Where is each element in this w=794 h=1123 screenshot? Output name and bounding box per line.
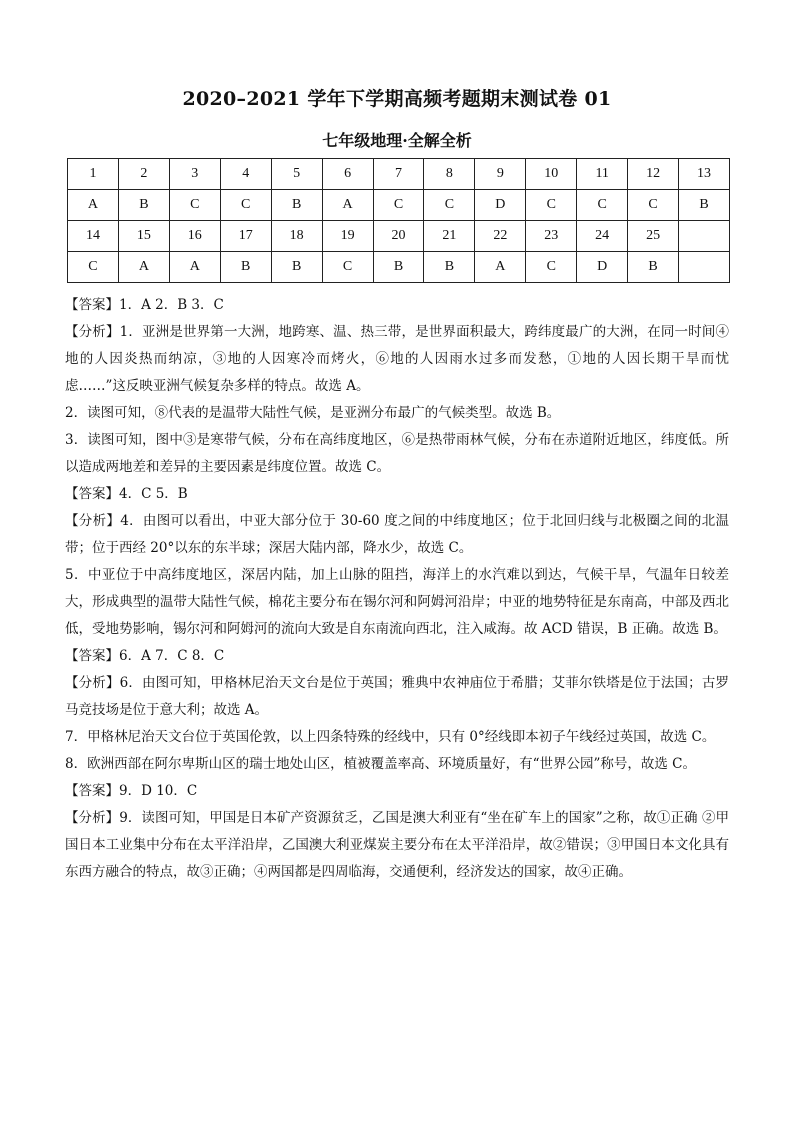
- table-cell: A: [475, 252, 526, 283]
- answer-line-6-8: 【答案】6．A 7．C 8．C: [65, 648, 225, 664]
- table-cell: C: [577, 190, 628, 221]
- table-cell: A: [118, 252, 169, 283]
- table-cell: A: [169, 252, 220, 283]
- table-cell: A: [322, 190, 373, 221]
- table-cell: 21: [424, 221, 475, 252]
- table-cell: 5: [271, 159, 322, 190]
- page-subtitle: 七年级地理·全解全析: [322, 131, 472, 150]
- answer-table: [67, 158, 730, 283]
- table-cell: B: [679, 190, 730, 221]
- analysis-q9: 【分析】9．读图可知，甲国是日本矿产资源贫乏，乙国是澳大利亚有“坐在矿车上的国家”之称，故①正确 ②甲国日本工业集中分布在太平洋沿岸，乙国澳大利亚煤炭主要分布在太平洋沿岸，故②错误；③甲国日本文化具有东西方融合的特点，故③正确；④两国都是四周临海，交通便利，经济发达的国家，故④正确。: [65, 810, 729, 880]
- table-cell: A: [68, 190, 119, 221]
- analysis-q4: 【分析】4．由图可以看出，中亚大部分位于 30-60 度之间的中纬度地区；位于北回归线与北极圈之间的北温带；位于西经 20°以东的东半球；深居大陆内部，降水少，故选 C。: [65, 513, 729, 556]
- table-cell: 6: [322, 159, 373, 190]
- analysis-q7: 7．甲格林尼治天文台位于英国伦敦，以上四条特殊的经线中，只有 0°经线即本初子午线经过英国，故选 C。: [65, 729, 716, 745]
- table-cell: 17: [220, 221, 271, 252]
- table-cell: 16: [169, 221, 220, 252]
- table-cell: 20: [373, 221, 424, 252]
- table-cell: [679, 221, 730, 252]
- table-cell: C: [526, 190, 577, 221]
- answer-line-4-5: 【答案】4．C 5．B: [65, 486, 188, 502]
- table-cell: 22: [475, 221, 526, 252]
- analysis-q2: 2．读图可知，⑧代表的是温带大陆性气候，是亚洲分布最广的气候类型。故选 B。: [65, 405, 561, 421]
- table-cell: C: [322, 252, 373, 283]
- analysis-q8: 8．欧洲西部在阿尔卑斯山区的瑞士地处山区，植被覆盖率高、环境质量好，有“世界公园”称号，故选 C。: [65, 756, 697, 772]
- table-cell: 4: [220, 159, 271, 190]
- analysis-q1: 【分析】1．亚洲是世界第一大洲，地跨寒、温、热三带，是世界面积最大，跨纬度最广的大洲，在同一时间④地的人因炎热而纳凉，③地的人因寒冷而烤火，⑥地的人因雨水过多而发愁，①地的人因长期干旱而忧虑……”这反映亚洲气候复杂多样的特点。故选 A。: [65, 324, 729, 394]
- table-cell: B: [220, 252, 271, 283]
- table-cell: C: [68, 252, 119, 283]
- table-cell: 1: [68, 159, 119, 190]
- table-cell: 24: [577, 221, 628, 252]
- table-cell: B: [424, 252, 475, 283]
- table-cell: 23: [526, 221, 577, 252]
- table-cell: D: [475, 190, 526, 221]
- table-cell: C: [373, 190, 424, 221]
- answer-line-9-10: 【答案】9．D 10．C: [65, 783, 198, 799]
- table-cell: 11: [577, 159, 628, 190]
- analysis-q6: 【分析】6．由图可知，甲格林尼治天文台是位于英国；雅典中农神庙位于希腊；艾菲尔铁塔是位于法国；古罗马竞技场是位于意大利；故选 A。: [65, 675, 729, 718]
- table-cell: 13: [679, 159, 730, 190]
- page-title: 2020–2021 学年下学期高频考题期末测试卷 01: [182, 88, 612, 110]
- table-cell: C: [628, 190, 679, 221]
- table-row: [68, 159, 730, 190]
- table-cell: B: [373, 252, 424, 283]
- table-cell: 12: [628, 159, 679, 190]
- table-cell: C: [424, 190, 475, 221]
- table-cell: 10: [526, 159, 577, 190]
- table-cell: C: [526, 252, 577, 283]
- analysis-q3: 3．读图可知，图中③是寒带气候，分布在高纬度地区，⑥是热带雨林气候，分布在赤道附近地区，纬度低。所以造成两地差和差异的主要因素是纬度位置。故选 C。: [65, 432, 729, 475]
- table-cell: D: [577, 252, 628, 283]
- table-cell: B: [118, 190, 169, 221]
- table-row: [68, 252, 730, 283]
- table-cell: 19: [322, 221, 373, 252]
- table-cell: 15: [118, 221, 169, 252]
- table-cell: 25: [628, 221, 679, 252]
- table-row: [68, 221, 730, 252]
- table-cell: B: [271, 252, 322, 283]
- table-cell: 7: [373, 159, 424, 190]
- table-cell: [679, 252, 730, 283]
- table-cell: 14: [68, 221, 119, 252]
- table-cell: 3: [169, 159, 220, 190]
- analysis-body: [65, 292, 729, 886]
- table-cell: C: [220, 190, 271, 221]
- table-cell: C: [169, 190, 220, 221]
- table-cell: 18: [271, 221, 322, 252]
- analysis-q5: 5．中亚位于中高纬度地区，深居内陆，加上山脉的阻挡，海洋上的水汽难以到达，气候干旱，气温年日较差大，形成典型的温带大陆性气候，棉花主要分布在锡尔河和阿姆河沿岸；中亚的地势特征是东南高，中部及西北低，受地势影响，锡尔河和阿姆河的流向大致是自东南流向西北，注入咸海。故 ACD 错误，B 正确。故选 B。: [65, 567, 729, 637]
- table-cell: B: [271, 190, 322, 221]
- table-cell: 9: [475, 159, 526, 190]
- answer-line-1-3: 【答案】1．A 2．B 3．C: [65, 297, 224, 313]
- table-cell: B: [628, 252, 679, 283]
- table-row: [68, 190, 730, 221]
- table-cell: 8: [424, 159, 475, 190]
- table-cell: 2: [118, 159, 169, 190]
